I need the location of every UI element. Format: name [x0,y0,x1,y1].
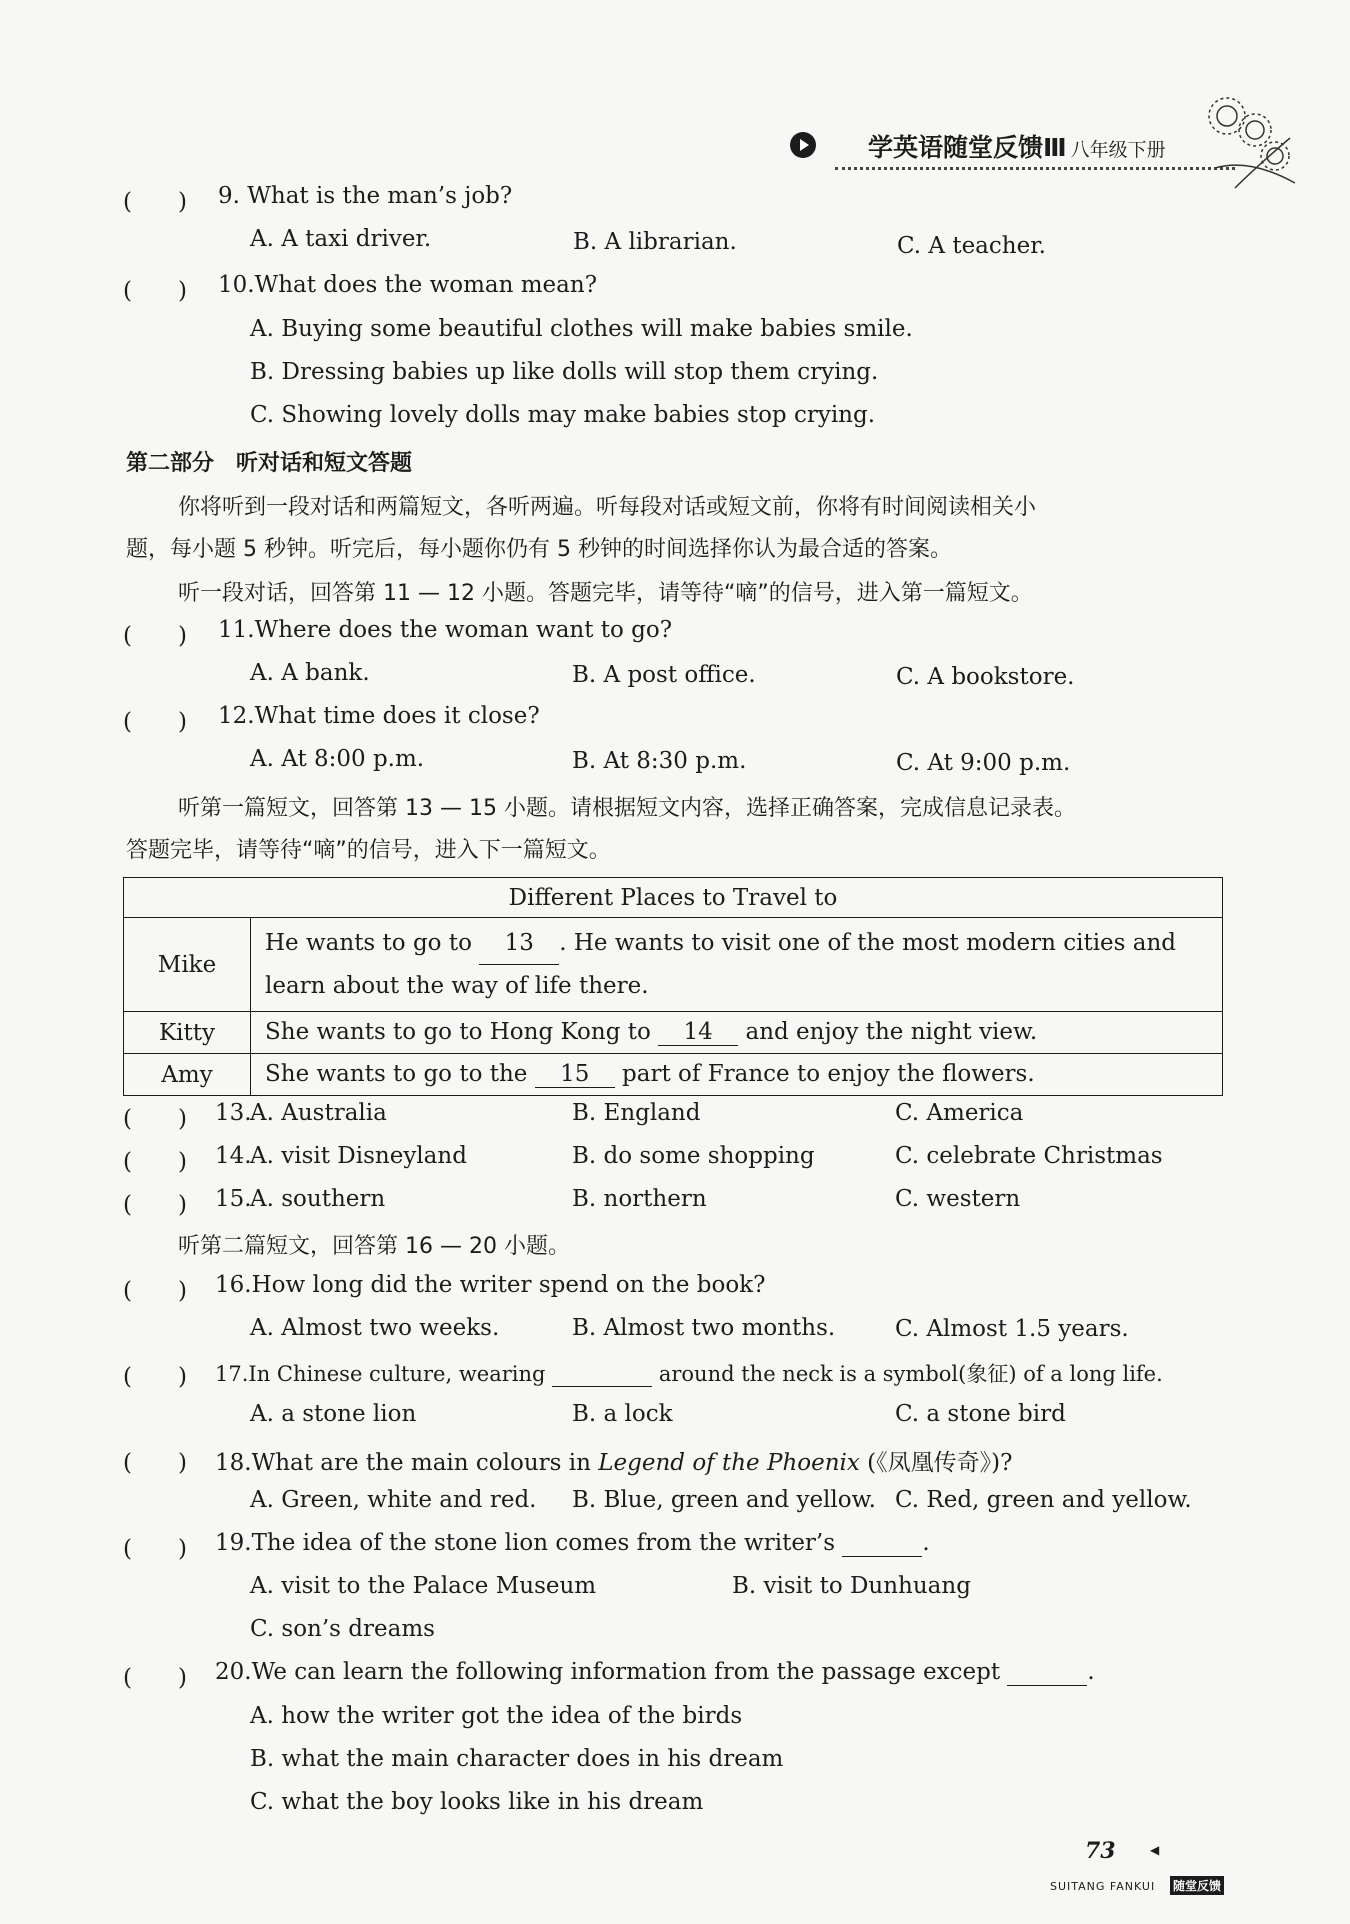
q9-option-b: B. A librarian. [573,229,737,255]
q17-option-a: A. a stone lion [250,1401,417,1427]
q10-option-c: C. Showing lovely dolls may make babies stop crying. [250,402,876,428]
answer-bracket[interactable]: ( ) [123,1149,187,1175]
flower-decoration-icon [1195,88,1305,198]
answer-bracket[interactable]: ( ) [123,623,187,649]
row-name: Amy [124,1054,251,1096]
q14-option-c: C. celebrate Christmas [895,1143,1163,1169]
arrow-left-icon: ◀ [1150,1843,1160,1857]
table-row [124,1054,1223,1096]
answer-bracket[interactable]: ( ) [123,1364,187,1390]
q14-option-a: A. visit Disneyland [250,1143,467,1169]
question-13-number: 13. [215,1100,252,1126]
q20-option-c: C. what the boy looks like in his dream [250,1789,704,1815]
passage1-instructions-2: 答题完毕，请等待“嘀”的信号，进入下一篇短文。 [126,838,611,863]
q16-option-a: A. Almost two weeks. [250,1315,500,1341]
q11-option-c: C. A bookstore. [896,664,1075,690]
question-10: 10.What does the woman mean? [218,272,598,298]
answer-bracket[interactable]: ( ) [123,1665,187,1691]
q11-option-b: B. A post office. [572,662,756,688]
question-18: 18.What are the main colours in Legend of the Phoenix (《凤凰传奇》)? [215,1450,1013,1476]
header-divider [835,167,1235,170]
section-title: 第二部分 听对话和短文答题 [126,451,413,476]
answer-bracket[interactable]: ( ) [123,1278,187,1304]
q15-option-a: A. southern [250,1186,386,1212]
row-content: She wants to go to Hong Kong to 14 and enjoy the night view. [251,1012,1223,1054]
question-14-number: 14. [215,1143,252,1169]
passage1-instructions-1: 听第一篇短文，回答第 13 — 15 小题。请根据短文内容，选择正确答案，完成信息记录表。 [178,796,1076,821]
q12-option-c: C. At 9:00 p.m. [896,750,1071,776]
q10-option-b: B. Dressing babies up like dolls will stop them crying. [250,359,879,385]
q16-option-b: B. Almost two months. [572,1315,836,1341]
q19-option-a: A. visit to the Palace Museum [250,1573,597,1599]
question-19: 19.The idea of the stone lion comes from the writer’s . [215,1530,930,1556]
q20-option-b: B. what the main character does in his dream [250,1746,784,1772]
book-title-italic: Legend of the Phoenix [598,1450,860,1476]
q9-option-a: A. A taxi driver. [250,226,432,252]
question-20: 20.We can learn the following information from the passage except . [215,1659,1095,1685]
q10-option-a: A. Buying some beautiful clothes will make babies smile. [250,316,913,342]
page-header [790,128,1230,168]
answer-bracket[interactable]: ( ) [123,189,187,215]
q18-option-a: A. Green, white and red. [250,1487,537,1513]
question-17: 17.In Chinese culture, wearing around the neck is a symbol(象征) of a long life. [215,1362,1163,1386]
travel-info-table [123,877,1223,1096]
row-content: He wants to go to 13 . He wants to visit one of the most modern cities and learn about the way of life there. [251,918,1223,1012]
q20-option-a: A. how the writer got the idea of the birds [250,1703,743,1729]
question-15-number: 15. [215,1186,252,1212]
footer-badge: 随堂反馈 [1170,1876,1224,1895]
table-row [124,918,1223,1012]
q17-option-c: C. a stone bird [895,1401,1066,1427]
question-16: 16.How long did the writer spend on the book? [215,1272,766,1298]
row-name: Kitty [124,1012,251,1054]
q18-option-c: C. Red, green and yellow. [895,1487,1192,1513]
passage2-instructions: 听第二篇短文，回答第 16 — 20 小题。 [178,1234,570,1259]
instructions-line-1: 你将听到一段对话和两篇短文，各听两遍。听每段对话或短文前，你将有时间阅读相关小 [178,495,1037,520]
q15-option-c: C. western [895,1186,1021,1212]
q9-option-c: C. A teacher. [897,233,1046,259]
q17-option-b: B. a lock [572,1401,673,1427]
grade-label: 八年级下册 [1070,139,1166,161]
q13-option-b: B. England [572,1100,701,1126]
question-12: 12.What time does it close? [218,703,540,729]
q12-option-a: A. At 8:00 p.m. [250,746,425,772]
q14-option-b: B. do some shopping [572,1143,815,1169]
blank-19[interactable] [842,1530,922,1557]
answer-bracket[interactable]: ( ) [123,1536,187,1562]
dialog-instructions: 听一段对话，回答第 11 — 12 小题。答题完毕，请等待“嘀”的信号，进入第一篇短文。 [178,581,1033,606]
q11-option-a: A. A bank. [250,660,370,686]
answer-bracket[interactable]: ( ) [123,1450,187,1476]
blank-20[interactable] [1007,1659,1087,1686]
q19-option-b: B. visit to Dunhuang [732,1573,971,1599]
row-name: Mike [124,918,251,1012]
question-11: 11.Where does the woman want to go? [218,617,673,643]
book-title: 学英语随堂反馈Ⅲ 八年级下册 [868,133,1166,162]
footer-brand: SUITANG FANKUI [1050,1880,1156,1893]
answer-bracket[interactable]: ( ) [123,709,187,735]
answer-bracket[interactable]: ( ) [123,278,187,304]
page-number: 73 [1085,1838,1116,1864]
answer-bracket[interactable]: ( ) [123,1192,187,1218]
q13-option-a: A. Australia [250,1100,387,1126]
instructions-line-2: 题，每小题 5 秒钟。听完后，每小题你仍有 5 秒钟的时间选择你认为最合适的答案。 [126,537,952,562]
q12-option-b: B. At 8:30 p.m. [572,748,747,774]
q19-option-c: C. son’s dreams [250,1616,435,1642]
table-header-row [124,878,1223,918]
q16-option-c: C. Almost 1.5 years. [895,1316,1129,1342]
blank-14[interactable]: 14 [658,1019,738,1046]
table-row [124,1012,1223,1054]
answer-bracket[interactable]: ( ) [123,1106,187,1132]
q15-option-b: B. northern [572,1186,707,1212]
table-title: Different Places to Travel to [124,878,1223,918]
row-content: She wants to go to the 15 part of France to enjoy the flowers. [251,1054,1223,1096]
blank-15[interactable]: 15 [535,1061,615,1088]
play-icon [790,132,816,158]
q18-option-b: B. Blue, green and yellow. [572,1487,876,1513]
blank-13[interactable]: 13 [479,922,559,965]
question-9: 9. What is the man’s job? [218,183,513,209]
blank-17[interactable] [552,1362,652,1387]
q13-option-c: C. America [895,1100,1024,1126]
